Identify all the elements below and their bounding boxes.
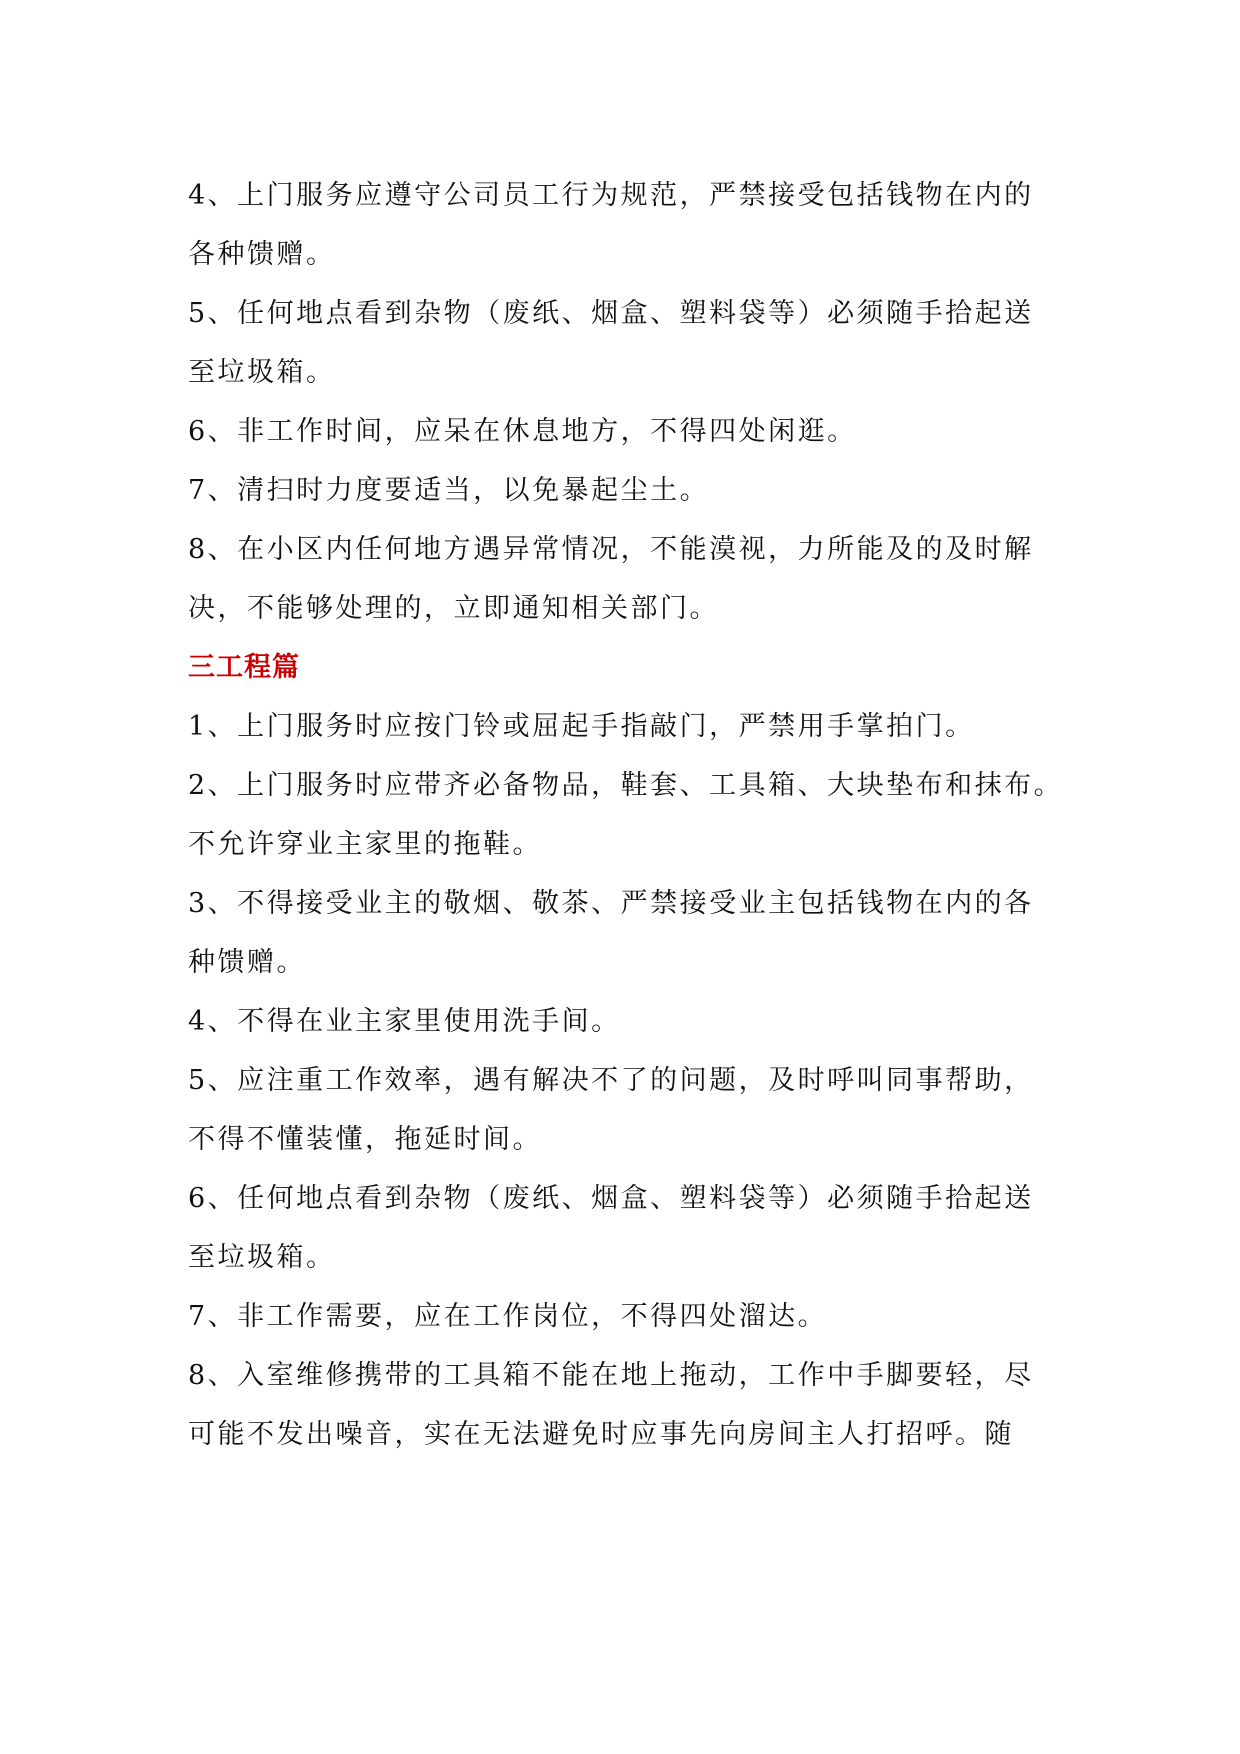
text-line: 6、任何地点看到杂物（废纸、烟盒、塑料袋等）必须随手拾起送	[188, 1183, 1034, 1214]
text-line: 5、任何地点看到杂物（废纸、烟盒、塑料袋等）必须随手拾起送	[188, 298, 1034, 329]
text-line: 1、上门服务时应按门铃或屈起手指敲门，严禁用手掌拍门。	[188, 711, 975, 742]
text-line: 可能不发出噪音，实在无法避免时应事先向房间主人打招呼。随	[188, 1419, 1014, 1450]
text-line: 不允许穿业主家里的拖鞋。	[188, 829, 542, 860]
text-line: 至垃圾箱。	[188, 1242, 336, 1273]
text-line: 决，不能够处理的，立即通知相关部门。	[188, 593, 719, 624]
text-line: 至垃圾箱。	[188, 357, 336, 388]
text-line: 3、不得接受业主的敬烟、敬茶、严禁接受业主包括钱物在内的各	[188, 888, 1034, 919]
text-line: 不得不懂装懂，拖延时间。	[188, 1124, 542, 1155]
text-line: 2、上门服务时应带齐必备物品，鞋套、工具箱、大块垫布和抹布。	[188, 770, 1064, 801]
text-line: 8、入室维修携带的工具箱不能在地上拖动，工作中手脚要轻，尽	[188, 1360, 1034, 1391]
text-line: 各种馈赠。	[188, 239, 336, 270]
section-heading: 三工程篇	[188, 652, 300, 683]
text-line: 4、不得在业主家里使用洗手间。	[188, 1006, 621, 1037]
text-line: 8、在小区内任何地方遇异常情况，不能漠视，力所能及的及时解	[188, 534, 1034, 565]
text-line: 4、上门服务应遵守公司员工行为规范，严禁接受包括钱物在内的	[188, 180, 1034, 211]
text-line: 7、清扫时力度要适当，以免暴起尘土。	[188, 475, 710, 506]
text-line: 5、应注重工作效率，遇有解决不了的问题，及时呼叫同事帮助，	[188, 1065, 1034, 1096]
text-line: 7、非工作需要，应在工作岗位，不得四处溜达。	[188, 1301, 828, 1332]
text-line: 种馈赠。	[188, 947, 306, 978]
text-line: 6、非工作时间，应呆在休息地方，不得四处闲逛。	[188, 416, 857, 447]
